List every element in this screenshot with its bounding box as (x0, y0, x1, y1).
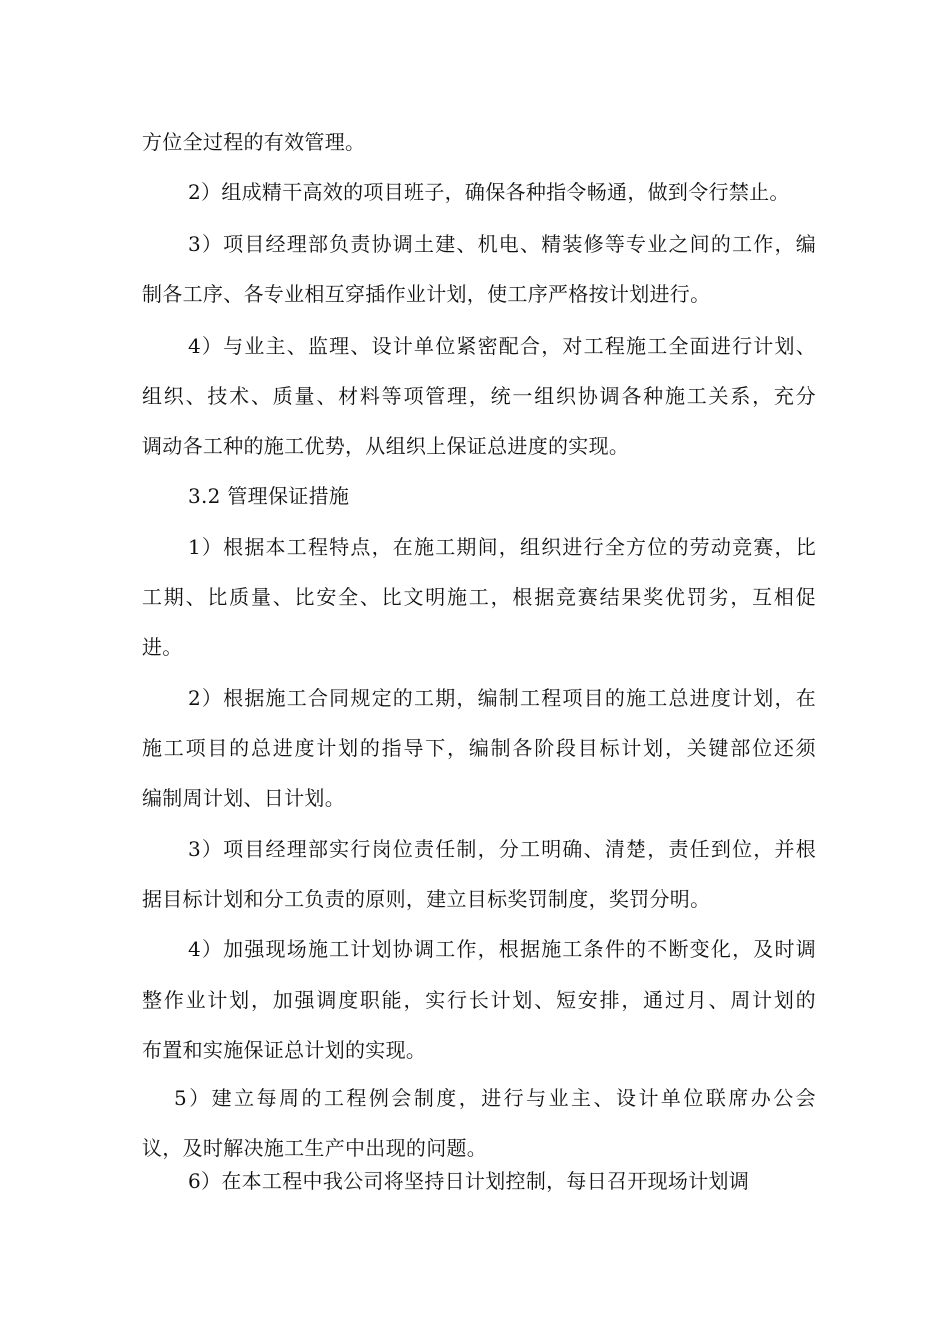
text-line: 布置和实施保证总计划的实现。 (142, 1038, 427, 1062)
text-line: 方位全过程的有效管理。 (142, 130, 366, 154)
text-line: 制各工序、各专业相互穿插作业计划，使工序严格按计划进行。 (142, 282, 711, 306)
text-line: 据目标计划和分工负责的原则，建立目标奖罚制度，奖罚分明。 (142, 887, 711, 911)
text-line: 3）项目经理部实行岗位责任制，分工明确、清楚，责任到位，并根 (188, 837, 816, 861)
text-line: 4）加强现场施工计划协调工作，根据施工条件的不断变化，及时调 (188, 937, 816, 961)
text-line: 编制周计划、日计划。 (142, 786, 345, 810)
text-line: 工期、比质量、比安全、比文明施工，根据竞赛结果奖优罚劣，互相促 (142, 585, 816, 609)
text-line: 组织、技术、质量、材料等项管理，统一组织协调各种施工关系，充分 (142, 384, 816, 408)
text-line: 2）根据施工合同规定的工期，编制工程项目的施工总进度计划，在 (188, 686, 816, 710)
text-line: 议，及时解决施工生产中出现的问题。 (142, 1136, 488, 1160)
text-line: 4）与业主、监理、设计单位紧密配合，对工程施工全面进行计划、 (188, 334, 816, 358)
text-line: 6）在本工程中我公司将坚持日计划控制，每日召开现场计划调 (188, 1169, 750, 1193)
text-line: 整作业计划，加强调度职能，实行长计划、短安排，通过月、周计划的 (142, 988, 816, 1012)
text-line: 调动各工种的施工优势，从组织上保证总进度的实现。 (142, 434, 630, 458)
text-line: 3）项目经理部负责协调土建、机电、精装修等专业之间的工作，编 (188, 232, 816, 256)
text-line: 施工项目的总进度计划的指导下，编制各阶段目标计划，关键部位还须 (142, 736, 816, 760)
text-line: 5）建立每周的工程例会制度，进行与业主、设计单位联席办公会 (174, 1086, 816, 1110)
text-line: 2）组成精干高效的项目班子，确保各种指令畅通，做到令行禁止。 (188, 180, 790, 204)
text-line: 1）根据本工程特点，在施工期间，组织进行全方位的劳动竞赛，比 (188, 535, 816, 559)
text-line: 进。 (142, 635, 183, 659)
section-heading: 3.2 管理保证措施 (188, 484, 350, 508)
